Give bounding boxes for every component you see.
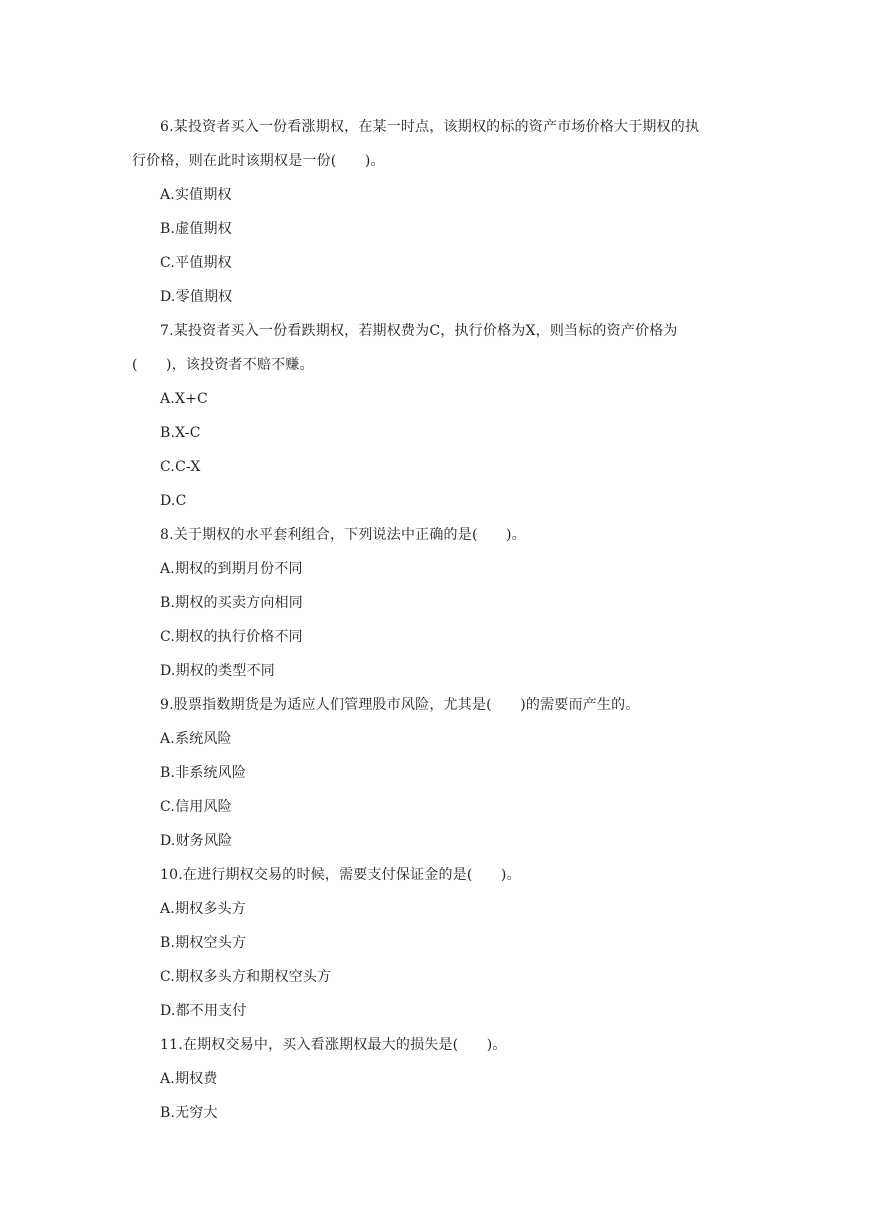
option-c: C.平值期权	[160, 255, 232, 271]
option-a: A.期权的到期月份不同	[160, 561, 303, 577]
option-d: D.零值期权	[160, 289, 233, 305]
option-b: B.虚值期权	[160, 221, 232, 237]
question-stem-continued: 行价格，则在此时该期权是一份( )。	[132, 153, 385, 169]
option-d: D.财务风险	[160, 833, 233, 849]
question-stem: 9.股票指数期货是为适应人们管理股市风险，尤其是( )的需要而产生的。	[160, 697, 640, 713]
option-b: B.期权空头方	[160, 935, 247, 951]
option-b: B.非系统风险	[160, 765, 247, 781]
question-10	[132, 858, 752, 1028]
question-stem: 6.某投资者买入一份看涨期权，在某一时点，该期权的标的资产市场价格大于期权的执	[160, 119, 700, 135]
question-list	[132, 110, 752, 1130]
question-stem: 11.在期权交易中，买入看涨期权最大的损失是( )。	[160, 1037, 507, 1053]
option-a: A.X+C	[160, 391, 208, 407]
option-b: B.无穷大	[160, 1105, 218, 1121]
option-d: D.期权的类型不同	[160, 663, 275, 679]
question-6	[132, 110, 752, 314]
option-d: D.C	[160, 493, 187, 509]
option-c: C.期权的执行价格不同	[160, 629, 303, 645]
question-stem: 8.关于期权的水平套利组合，下列说法中正确的是( )。	[160, 527, 526, 543]
question-stem: 10.在进行期权交易的时候，需要支付保证金的是( )。	[160, 867, 521, 883]
option-b: B.期权的买卖方向相同	[160, 595, 303, 611]
option-c: C.期权多头方和期权空头方	[160, 969, 332, 985]
option-b: B.X-C	[160, 425, 201, 441]
question-stem-continued: ( )，该投资者不赔不赚。	[132, 357, 314, 373]
option-a: A.实值期权	[160, 187, 232, 203]
option-a: A.期权费	[160, 1071, 218, 1087]
option-d: D.都不用支付	[160, 1003, 247, 1019]
question-7	[132, 314, 752, 518]
question-11	[132, 1028, 752, 1130]
question-9	[132, 688, 752, 858]
question-8	[132, 518, 752, 688]
option-c: C.C-X	[160, 459, 201, 475]
option-a: A.系统风险	[160, 731, 232, 747]
option-c: C.信用风险	[160, 799, 232, 815]
option-a: A.期权多头方	[160, 901, 246, 917]
question-stem: 7.某投资者买入一份看跌期权，若期权费为C，执行价格为X，则当标的资产价格为	[160, 323, 678, 339]
